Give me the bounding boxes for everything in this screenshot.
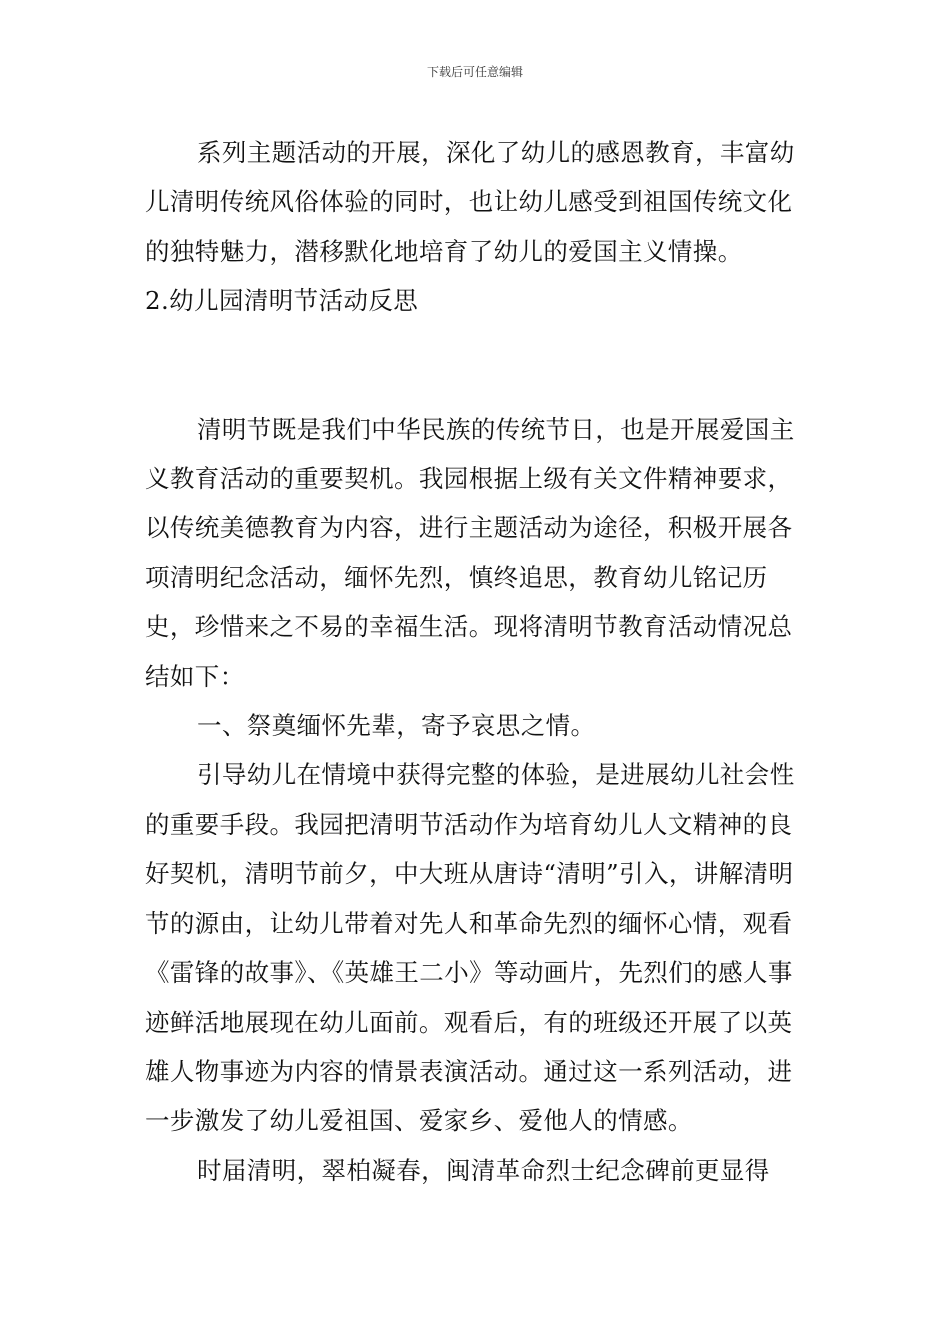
section-heading-1: 一、祭奠缅怀先辈，寄予哀思之情。 [197, 711, 596, 741]
page-header-note: 下载后可任意编辑 [426, 65, 523, 79]
document-body [145, 128, 807, 1195]
blank-spacer [145, 326, 807, 405]
paragraph-1: 系列主题活动的开展，深化了幼儿的感恩教育，丰富幼儿清明传统风俗体验的同时，也让幼儿感受到祖国传统文化的独特魅力，潜移默化地培育了幼儿的爱国主义情操。 [145, 138, 795, 266]
paragraph-2: 清明节既是我们中华民族的传统节日，也是开展爱国主义教育活动的重要契机。我园根据上级有关文件精神要求，以传统美德教育为内容，进行主题活动为途径，积极开展各项清明纪念活动，缅怀先烈，慎终追思，教育幼儿铭记历史，珍惜来之不易的幸福生活。现将清明节教育活动情况总结如下： [145, 414, 795, 691]
paragraph-3: 引导幼儿在情境中获得完整的体验，是进展幼儿社会性的重要手段。我园把清明节活动作为培育幼儿人文精神的良好契机，清明节前夕，中大班从唐诗“清明”引入，讲解清明节的源由，让幼儿带着对先人和革命先烈的缅怀心情，观看《雷锋的故事》、《英雄王二小》等动画片，先烈们的感人事迹鲜活地展现在幼儿面前。观看后，有的班级还开展了以英雄人物事迹为内容的情景表演活动。通过这一系列活动，进一步激发了幼儿爱祖国、爱家乡、爱他人的情感。 [145, 760, 795, 1136]
paragraph-4: 时届清明，翠柏凝春，闽清革命烈士纪念碑前更显得 [197, 1155, 770, 1185]
section-heading-2: 2.幼儿园清明节活动反思 [145, 286, 419, 316]
